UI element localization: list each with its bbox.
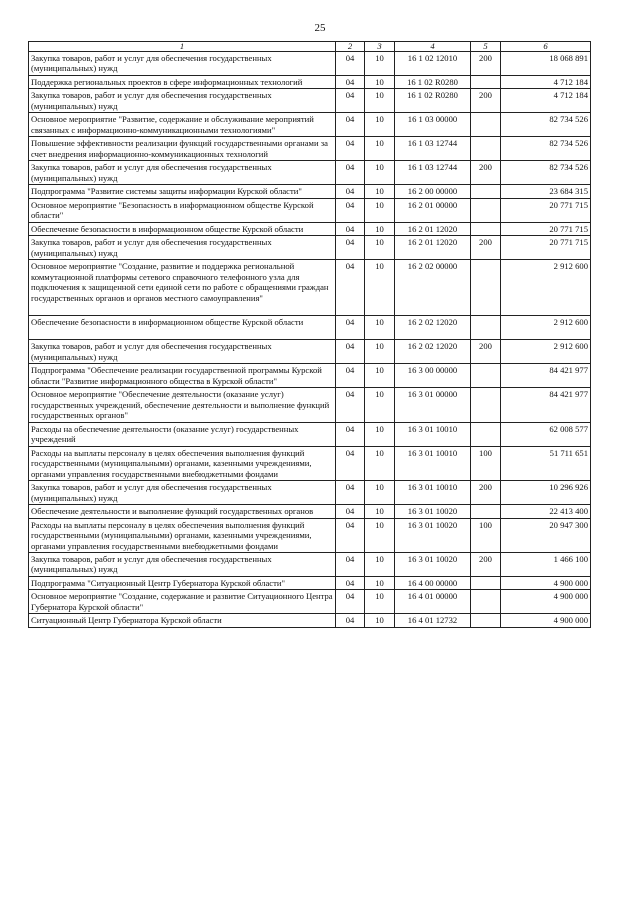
section-code-cell: 04 xyxy=(336,236,365,260)
subsection-code-cell: 10 xyxy=(365,388,395,422)
item-name-cell: Обеспечение безопасности в информационном обществе Курской области xyxy=(29,316,336,340)
subsection-code-cell: 10 xyxy=(365,161,395,185)
amount-cell: 1 466 100 xyxy=(501,552,591,576)
expense-type-cell xyxy=(471,113,501,137)
target-article-cell: 16 2 02 12020 xyxy=(395,316,471,340)
item-name-cell: Закупка товаров, работ и услуг для обеспечения государственных (муниципальных) нужд xyxy=(29,161,336,185)
table-body xyxy=(29,52,591,628)
target-article-cell: 16 3 01 10020 xyxy=(395,552,471,576)
section-code-cell: 04 xyxy=(336,552,365,576)
section-code-cell: 04 xyxy=(336,614,365,627)
section-code-cell: 04 xyxy=(336,590,365,614)
budget-table xyxy=(28,41,591,628)
item-name-cell: Расходы на выплаты персоналу в целях обеспечения выполнения функций государственными (муниципальными) органами, казенными учреждениями, органами управления государственными внебюджетными фондами xyxy=(29,446,336,480)
subsection-code-cell: 10 xyxy=(365,89,395,113)
table-row xyxy=(29,388,591,422)
target-article-cell: 16 1 02 R0280 xyxy=(395,89,471,113)
section-code-cell: 04 xyxy=(336,89,365,113)
section-code-cell: 04 xyxy=(336,260,365,316)
section-code-cell: 04 xyxy=(336,518,365,552)
amount-cell: 4 712 184 xyxy=(501,89,591,113)
item-name-cell: Подпрограмма "Развитие системы защиты информации Курской области" xyxy=(29,185,336,198)
item-name-cell: Поддержка региональных проектов в сфере информационных технологий xyxy=(29,75,336,88)
item-name-cell: Закупка товаров, работ и услуг для обеспечения государственных (муниципальных) нужд xyxy=(29,481,336,505)
subsection-code-cell: 10 xyxy=(365,52,395,76)
target-article-cell: 16 3 00 00000 xyxy=(395,364,471,388)
item-name-cell: Обеспечение деятельности и выполнение функций государственных органов xyxy=(29,505,336,518)
column-header: 3 xyxy=(365,42,395,52)
item-name-cell: Основное мероприятие "Обеспечение деятельности (оказание услуг) государственных учреждений, обеспечение деятельности и выполнение функций государственных органов" xyxy=(29,388,336,422)
table-row xyxy=(29,422,591,446)
amount-cell: 2 912 600 xyxy=(501,340,591,364)
expense-type-cell: 200 xyxy=(471,52,501,76)
table-row xyxy=(29,89,591,113)
target-article-cell: 16 1 03 12744 xyxy=(395,161,471,185)
table-row xyxy=(29,446,591,480)
expense-type-cell xyxy=(471,590,501,614)
target-article-cell: 16 1 03 00000 xyxy=(395,113,471,137)
target-article-cell: 16 2 02 00000 xyxy=(395,260,471,316)
expense-type-cell xyxy=(471,364,501,388)
subsection-code-cell: 10 xyxy=(365,518,395,552)
target-article-cell: 16 1 02 R0280 xyxy=(395,75,471,88)
target-article-cell: 16 2 01 12020 xyxy=(395,222,471,235)
section-code-cell: 04 xyxy=(336,340,365,364)
amount-cell: 20 771 715 xyxy=(501,198,591,222)
target-article-cell: 16 2 00 00000 xyxy=(395,185,471,198)
column-header: 2 xyxy=(336,42,365,52)
subsection-code-cell: 10 xyxy=(365,505,395,518)
item-name-cell: Подпрограмма "Ситуационный Центр Губернатора Курской области" xyxy=(29,576,336,589)
expense-type-cell xyxy=(471,198,501,222)
column-header: 6 xyxy=(501,42,591,52)
table-row xyxy=(29,481,591,505)
target-article-cell: 16 3 01 10010 xyxy=(395,481,471,505)
section-code-cell: 04 xyxy=(336,505,365,518)
table-row xyxy=(29,614,591,627)
target-article-cell: 16 3 01 10010 xyxy=(395,422,471,446)
expense-type-cell xyxy=(471,388,501,422)
amount-cell: 51 711 651 xyxy=(501,446,591,480)
expense-type-cell: 200 xyxy=(471,89,501,113)
table-row xyxy=(29,222,591,235)
section-code-cell: 04 xyxy=(336,576,365,589)
table-row xyxy=(29,590,591,614)
subsection-code-cell: 10 xyxy=(365,75,395,88)
amount-cell: 23 684 315 xyxy=(501,185,591,198)
item-name-cell: Закупка товаров, работ и услуг для обеспечения государственных (муниципальных) нужд xyxy=(29,552,336,576)
table-row xyxy=(29,518,591,552)
target-article-cell: 16 3 01 00000 xyxy=(395,388,471,422)
target-article-cell: 16 2 01 00000 xyxy=(395,198,471,222)
amount-cell: 20 771 715 xyxy=(501,236,591,260)
section-code-cell: 04 xyxy=(336,388,365,422)
expense-type-cell: 100 xyxy=(471,518,501,552)
expense-type-cell xyxy=(471,185,501,198)
section-code-cell: 04 xyxy=(336,161,365,185)
table-row xyxy=(29,260,591,316)
subsection-code-cell: 10 xyxy=(365,260,395,316)
subsection-code-cell: 10 xyxy=(365,446,395,480)
subsection-code-cell: 10 xyxy=(365,236,395,260)
item-name-cell: Ситуационный Центр Губернатора Курской области xyxy=(29,614,336,627)
expense-type-cell: 200 xyxy=(471,236,501,260)
item-name-cell: Расходы на обеспечение деятельности (оказание услуг) государственных учреждений xyxy=(29,422,336,446)
column-header: 4 xyxy=(395,42,471,52)
section-code-cell: 04 xyxy=(336,52,365,76)
item-name-cell: Основное мероприятие "Создание, содержание и развитие Ситуационного Центра Губернатора Курской области" xyxy=(29,590,336,614)
amount-cell: 10 296 926 xyxy=(501,481,591,505)
target-article-cell: 16 2 01 12020 xyxy=(395,236,471,260)
amount-cell: 84 421 977 xyxy=(501,388,591,422)
table-row xyxy=(29,198,591,222)
section-code-cell: 04 xyxy=(336,185,365,198)
subsection-code-cell: 10 xyxy=(365,222,395,235)
expense-type-cell xyxy=(471,137,501,161)
item-name-cell: Основное мероприятие "Безопасность в информационном обществе Курской области" xyxy=(29,198,336,222)
expense-type-cell xyxy=(471,505,501,518)
table-row xyxy=(29,137,591,161)
subsection-code-cell: 10 xyxy=(365,137,395,161)
item-name-cell: Подпрограмма "Обеспечение реализации государственной программы Курской области "Развитие информационного общества в Курской области" xyxy=(29,364,336,388)
amount-cell: 4 900 000 xyxy=(501,614,591,627)
item-name-cell: Основное мероприятие "Создание, развитие и поддержка региональной коммутационной платформы сетевого справочного телефонного узла для подключения к защищенной сети единой сети по работе с обращениями граждан государственных органов и органов местного самоуправления" xyxy=(29,260,336,316)
section-code-cell: 04 xyxy=(336,75,365,88)
amount-cell: 82 734 526 xyxy=(501,137,591,161)
amount-cell: 82 734 526 xyxy=(501,113,591,137)
column-header: 1 xyxy=(29,42,336,52)
target-article-cell: 16 2 02 12020 xyxy=(395,340,471,364)
section-code-cell: 04 xyxy=(336,222,365,235)
table-row xyxy=(29,52,591,76)
expense-type-cell: 200 xyxy=(471,161,501,185)
amount-cell: 20 771 715 xyxy=(501,222,591,235)
target-article-cell: 16 4 01 00000 xyxy=(395,590,471,614)
amount-cell: 20 947 300 xyxy=(501,518,591,552)
page-number: 25 xyxy=(314,22,326,34)
table-row xyxy=(29,316,591,340)
expense-type-cell: 200 xyxy=(471,552,501,576)
amount-cell: 18 068 891 xyxy=(501,52,591,76)
subsection-code-cell: 10 xyxy=(365,340,395,364)
amount-cell: 2 912 600 xyxy=(501,316,591,340)
table-row xyxy=(29,75,591,88)
target-article-cell: 16 4 00 00000 xyxy=(395,576,471,589)
item-name-cell: Закупка товаров, работ и услуг для обеспечения государственных (муниципальных) нужд xyxy=(29,52,336,76)
target-article-cell: 16 3 01 10010 xyxy=(395,446,471,480)
subsection-code-cell: 10 xyxy=(365,113,395,137)
expense-type-cell: 100 xyxy=(471,446,501,480)
subsection-code-cell: 10 xyxy=(365,590,395,614)
column-header: 5 xyxy=(471,42,501,52)
amount-cell: 62 008 577 xyxy=(501,422,591,446)
section-code-cell: 04 xyxy=(336,113,365,137)
subsection-code-cell: 10 xyxy=(365,576,395,589)
expense-type-cell xyxy=(471,614,501,627)
table-row xyxy=(29,185,591,198)
expense-type-cell xyxy=(471,222,501,235)
amount-cell: 84 421 977 xyxy=(501,364,591,388)
table-row xyxy=(29,236,591,260)
amount-cell: 4 712 184 xyxy=(501,75,591,88)
target-article-cell: 16 1 02 12010 xyxy=(395,52,471,76)
section-code-cell: 04 xyxy=(336,198,365,222)
section-code-cell: 04 xyxy=(336,446,365,480)
subsection-code-cell: 10 xyxy=(365,185,395,198)
table-row xyxy=(29,340,591,364)
item-name-cell: Закупка товаров, работ и услуг для обеспечения государственных (муниципальных) нужд xyxy=(29,89,336,113)
item-name-cell: Повышение эффективности реализации функций государственными органами за счет внедрения информационно-коммуникационных технологий xyxy=(29,137,336,161)
subsection-code-cell: 10 xyxy=(365,198,395,222)
item-name-cell: Закупка товаров, работ и услуг для обеспечения государственных (муниципальных) нужд xyxy=(29,340,336,364)
table-row xyxy=(29,576,591,589)
expense-type-cell: 200 xyxy=(471,340,501,364)
item-name-cell: Расходы на выплаты персоналу в целях обеспечения выполнения функций государственными (муниципальными) органами, казенными учреждениями, органами управления государственными внебюджетными фондами xyxy=(29,518,336,552)
subsection-code-cell: 10 xyxy=(365,364,395,388)
table-row xyxy=(29,505,591,518)
table-row xyxy=(29,113,591,137)
expense-type-cell xyxy=(471,75,501,88)
subsection-code-cell: 10 xyxy=(365,422,395,446)
expense-type-cell xyxy=(471,316,501,340)
table-row xyxy=(29,552,591,576)
section-code-cell: 04 xyxy=(336,316,365,340)
amount-cell: 4 900 000 xyxy=(501,590,591,614)
subsection-code-cell: 10 xyxy=(365,481,395,505)
amount-cell: 82 734 526 xyxy=(501,161,591,185)
subsection-code-cell: 10 xyxy=(365,614,395,627)
expense-type-cell: 200 xyxy=(471,481,501,505)
amount-cell: 2 912 600 xyxy=(501,260,591,316)
item-name-cell: Основное мероприятие "Развитие, содержание и обслуживание мероприятий связанных с информационно-коммуникационными технологиями" xyxy=(29,113,336,137)
target-article-cell: 16 3 01 10020 xyxy=(395,518,471,552)
subsection-code-cell: 10 xyxy=(365,316,395,340)
item-name-cell: Обеспечение безопасности в информационном обществе Курской области xyxy=(29,222,336,235)
expense-type-cell xyxy=(471,422,501,446)
target-article-cell: 16 4 01 12732 xyxy=(395,614,471,627)
expense-type-cell xyxy=(471,576,501,589)
column-number-row xyxy=(29,42,591,52)
table-row xyxy=(29,364,591,388)
target-article-cell: 16 1 03 12744 xyxy=(395,137,471,161)
section-code-cell: 04 xyxy=(336,422,365,446)
target-article-cell: 16 3 01 10020 xyxy=(395,505,471,518)
expense-type-cell xyxy=(471,260,501,316)
amount-cell: 4 900 000 xyxy=(501,576,591,589)
subsection-code-cell: 10 xyxy=(365,552,395,576)
section-code-cell: 04 xyxy=(336,364,365,388)
table-row xyxy=(29,161,591,185)
section-code-cell: 04 xyxy=(336,481,365,505)
section-code-cell: 04 xyxy=(336,137,365,161)
amount-cell: 22 413 400 xyxy=(501,505,591,518)
item-name-cell: Закупка товаров, работ и услуг для обеспечения государственных (муниципальных) нужд xyxy=(29,236,336,260)
